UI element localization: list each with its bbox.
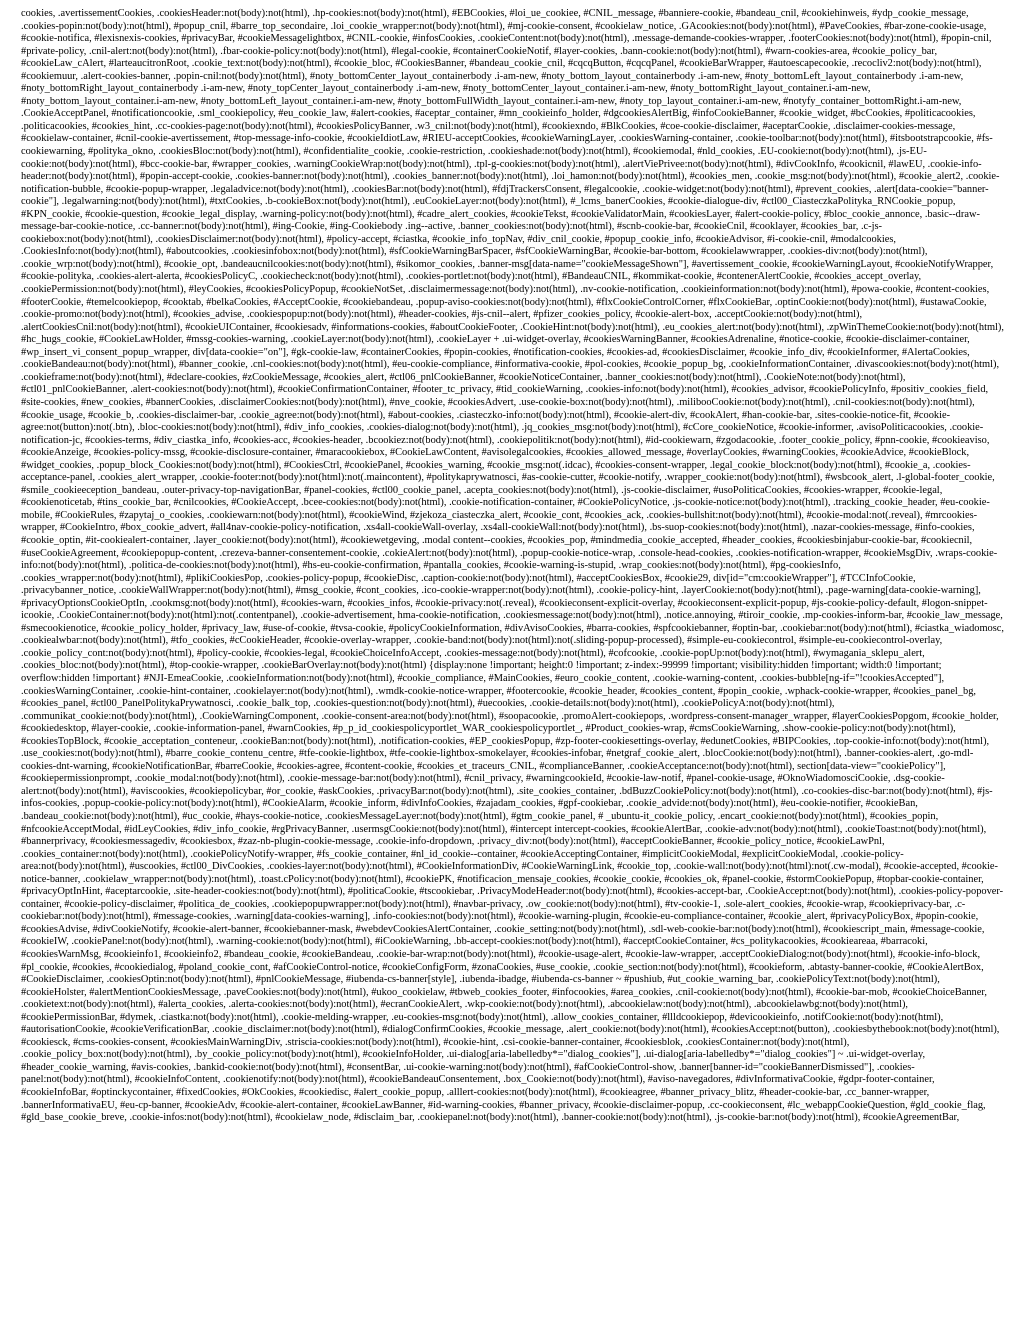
css-selector-list-text: cookies, .avertissementCookies, .cookiesHeader:not(body):not(html), .hp-cookies:not(body):not(html), #EBCookies, #loi_ue_cookiee, #CNIL_message, #banniere-cookie, #bandeau_cnil, #cookiehinweis, #ydp_cookie_message, .cookies-popin:not(body):not(html), #popup_cnil, #barre_top_secondaire, .loi_cookie_wrapper:not(body):not(html), #mj-cookie-consent, #cookielaw_notice, .GAcookies:not(body):not(html), #PaveCookies, #bar-zone-cookie-usage, #cookie-notifica, #lexisnexis-cookies, #privacyBar, #cookieMessagelightbox, #CNIL-cookie, #infosCookies, .cookieContent:not(body):not(html), .message-demande-cookies-wrapper, .footerCookies:not(body):not(html), #popin-cnil, #private-policy, .cnil-alert:not(body):not(html), .fbar-cookie-policy:not(body):not(html), #legal-cookie, #containerCookieNotif, #layer-cookies, .bann-cookie:not(body):not(html), #warn-cookies-area, #cookie_policy_bar, #cookieLaw_cAlert, #larteaucitronRoot, .cookie_text:not(body):not(html), #cookie_bloc, #CookiesBanner, #bandeau_cookie_cnil, #cqcqButton, #cqcqPanel, #cookieBarWrapper, #autoescapecookie, .recocliv2:not(body):not(html), #cookiemuur, .alert-cookies-banner, .popin-cnil:not(body):not(html), #noty_bottomCenter_layout_containerbody .i-am-new, #noty_bottom_layout_containerbody .i-am-new, #noty_bottomLeft_layout_containerbody .i-am-new, #noty_bottomRight_layout_containerbody .i-am-new, #noty_topCenter_layout_containerbody .i-am-new, #noty_bottomCenter_layout_container.i-am-new, #noty_bottomRight_layout_container.i-am-new, #noty_bottom_layout_container.i-am-new, #noty_bottomLeft_layout_container.i-am-new, #noty_bottomFullWidth_layout_container.i-am-new, #noty_top_layout_container.i-am-new, #notyfy_container_bottomRight.i-am-new, .CookieAcceptPanel, #notificationcookie, .sml_cookiepolicy, #eu_cookie_law, #alert-cookies, #aceptar_container, #mn_cookieinfo_holder, #dgcookiesAlertBig, #infoCookieBanner, #cookie_widget, #bcCookies, #politicacookies, .politicacookies, #cookies_hint, .cc-cookies-page:not(body):not(html), #cookiesPolicyBanner, .w3_cnil:not(body):not(html), #cookiexndo, #BlkCookies, #coe-cookie-disclaimer, #aceptarCookie, .disclaimer-cookies-message, #cookielaw-container, #cnil-cookie-avertissement, #top-message-info-cookie, #cookieIdiotLaw, #RIEU-acceptCookies, #cookieWarningLayer, .cookiesWarning-container, .cookie-toolbar:not(body):not(html), #itsbootstrapcookie, #fs-cookiewarning, #polityka_okno, .cookiesBloc:not(body):not(html), #confidentialite_cookie, .cookie-restriction, .cookieshade:not(body):not(html), #cookiemodal, #nld_cookies, .EU-cookie:not(body):not(html), .js-EU-cookie:not(body):not(html), #bcc-cookie-bar, #wrapper_cookies, .warningCookieWrap:not(body):not(html), .tpl-g-cookies:not(body):not(html), .alertViePrivee:not(body):not(html), #divCookInfo, #cookicnil, #lawEU, .cookie-info-header:not(body):not(html), #popin-accept-cookie, .cookies-banner:not(body):not(html), .cookies_banner:not(body):not(html), .loi_hamon:not(body):not(html), #cookies_men, .cookie_msg:not(body):not(html), #cookie_alert2, .cookie-notification-bubble, #cookie-popup-wrapper, .legaladvice:not(body):not(html), .cookiesBar:not(body):not(html), #fdjTrackersConsent, #legalcookie, .cookie-widget:not(body):not(html), #prevent_cookies, .alert[data-cookie="banner-cookie"], .legalwarning:not(body):not(html), #txtCookies, .b-cookieBox:not(body):not(html), .euCookieLayer:not(body):not(html), #_lcms_banerCookies, #cookie-dialogue-div, #ctl00_CiasteczkaPolityka_RNCookie_popup, #KPN_cookie, #cookie-question, #cookie_legal_display, .warning-policy:not(body):not(html), #cadre_alert_cookies, #cookieTekst, #cookieValidatorMain, #cookiesLayer, #alert-cookie-policy, #bloc_cookie_annonce, .basic--draw-message-bar-cookie-notice, .cc-banner:not(body):not(html), #ing-Cookie, #ing-Cookiebody .ing--active, .banner_cookies:not(body):not(html), #scnb-cookie-bar, #cookieCnil, #cooklayer, #cookies_bar, .c-js-cookiebox:not(body):not(html), .cookiesDisclaimer:not(body):not(html), #policy-accept, #ciastka, #cookie_info_topNav, #div_cnil_cookie, #popup_cookie_info, #cookieAdvisor, #i-cookie-cnil, #modalcookies, .CookiesInfo:not(body):not(html), #aboutcookies, .cookiesinfobox:not(body):not(html), #sfCookieWarningBarSpacer, #sfCookieWarningBar, #cookie-bar-bottom, #cookielawwrapper, .cookies-div:not(body):not(html), .cookie_wrp:not(body):not(html), #cookie_opt, .bandeaucnilcookies:not(body):not(html), #sikomor_cookies, .banner-msg[data-name="cookieMessageShown"], #avertissement_cookie, #cookieWarningLayout, #cookieNotifyWrapper, #cookie-polityka, .cookies-alert-alerta, #cookiesPolicyC, .cookiecheck:not(body):not(html), .cookies-portlet:not(body):not(html), #BandeauCNIL, #kommikat-cookie, #contenerAlertCookie, #cookies_accept_overlay, .cookiePermission:not(body):not(html), #leyCookies, #cookiesPolicyPopup, #cookieNotSet, .disclaimermessage:not(body):not(html), .nv-cookie-notification, .cookieinformation:not(body):not(html), #powa-cookie, #content-cookies, #footerCookie, #temelcookiepop, #cooktab, #belkaCookies, #AcceptCookie, #cookiebandeau, .popup-aviso-cookies:not(body):not(html), #flxCookieControlCorner, #flxCookieBar, .optinCookie:not(body):not(html), #ustawaCookie, .cookie-promo:not(body):not(html), #cookies_advise, .cookiespopup:not(body):not(html), #header-cookies, #js-cnil--alert, #pfizer_cookies_policy, #cookie-alert-box, .acceptCookie:not(body):not(html), .alertCookiesCnil:not(body):not(html), #cookieUIContainer, #cookiesadv, #informations-cookies, #aboutCookieFooter, .CookieHint:not(body):not(html), .eu_cookies_alert:not(body):not(html), .zpWinThemeCookie:not(body):not(html), #hc_hugs_cookie, #CookieLawHolder, #mssg-cookies-warning, .cookieLayer:not(body):not(html), .cookieLayer + .ui-widget-overlay, #cookiesWarningBanner, #cookiesAdrenaline, #notice-cookie, #cookie-disclaimer-container, #wp_insert_vi_consent_popup_wrapper, div[data-cookie="on"], #gk-cookie-law, #containerCookies, #popin-cookies, #notification-cookies, #cookies-ad, #cookiesDisclaimer, #cookie_info_div, #cookieInformer, #AlertaCookies, .cookieBandeau:not(body):not(html), #banner_cookie, .cnl-cookies:not(body):not(html), #eu-cookie-compliance, #informativa-cookie, #pol-cookies, #cookie_popup_bg, .cookieInformationContainer, .divascookies:not(body):not(html), .cookieframe:not(body):not(html), #declare-cookies, #zCookieMessage, #cookies_alert, #ctl06_pnlCookieBanner, #cookieNoticeContainer, .banner_cookies:not(body):not(html), .CookieNote:not(body):not(html), #ctl01_pnlCookieBanner, .alert-cookies:not(body):not(html), #cookieConfirmationContainer, #footer_tc_privacy, #tid_cookieWarning, .cookies-info:not(body):not(html), #cookies_advisor, #cookiePolicyInfo, #positiv_cookies_field, #site-cookies, #new_cookies, #bannerCookies, .disclaimerCookies:not(body):not(html), #nve_cookie, #cookiesAdvert, .use-cookie-box:not(body):not(html), .milibooCookie:not(body):not(html), .cnil-cookies:not(body):not(html), #cookie_usage, #cookie_b, .cookies-disclaimer-bar, .cookie_agree:not(body):not(html), #about-cookies, .ciasteczko-info:not(body):not(html), #cookie-alert-div, #cookAlert, #han-cookie-bar, .sites-cookie-notice-fit, #cookie-agree:not(button):not(.btn), .bloc-cookies:not(body):not(html), #div_info_cookies, .cookies-dialog:not(body):not(html), .jq_cookies_msg:not(body):not(html), #cCore_cookieNotice, #cookie-informer, .avisoPoliticacookies, .cookie-notification-jc, #cookies-terms, #div_ciastka_info, #cookies-acc, #cookies-header, .bcookiez:not(body):not(html), .cookiepolitik:not(body):not(html), #id-cookiewarn, #zgodacookie, .footer_cookie_policy, #pnn-cookie, #cookieaviso, #cookieAnzeige, #cookies-policy-mssg, #cookie-disclosure-container, #maracookiebox, #CookieLawContent, #avisolegalcookies, #cookies_allowed_message, #overlayCookies, #warningCookies, #cookieAdvice, #cookieBlock, #widget_cookies, .popup_block_Cookies:not(body):not(html), #CookiesCtrl, #cookiePanel, #cookies_warning, #cookie_msg:not(.idcac), #cookies-consent-wrapper, .legal_cookie_block:not(body):not(html), #cookie_a, .cookies-acceptance-panel, .cookies_alert_wrapper, .cookie-footer:not(body):not(html):not(.maincontent), #politykaprywatnosci, #as-cookie-cutter, #cookie-notify, .wrapper_cookie:not(body):not(html), #wsbcook_alert, .l-global-footer_cookie, #smile_cookieeception_bandeau, .outer-privacy-top-navigationBar, #panel-cookies, #ctl00_cookie_panel, .acepta_cookies:not(body):not(html), .js-cookie-disclaimer, #usoPoliticaCookies, #cookies-wrapper, #cookie-legal, #cookienoticetab, #tins_cookie_bar, #cnilcookies, #CookieAccept, .bcee-cookies:not(body):not(html), .cookie-notification-container, #CookiePolicyNotice, .js-cookie-notice:not(body):not(html), .tracking_cookie_header, #eu-cookie-mobile, #CookieRules, #zapytaj_o_cookies, .cookiewarn:not(body):not(html), #cookieWind, #zjekoza_ciasteczka_alert, #cookie_cont, #cookies_ack, .cookies-bullshit:not(body):not(html), #cookie-modal:not(.reveal), #mrcookies-wrapper, #CookieIntro, #box_cookie_advert, #all4nav-cookie-policy-notification, .xs4all-cookieWall-overlay, .xs4all-cookieWall:not(body):not(html), .bs-suop-cookies:not(body):not(html), .nazar-cookies-message, #info-cookies, #cookie_optin, #it-cookiealert-container, .layer_cookie:not(body):not(html), #cookiewetgeving, .modal content--cookies, #cookies_pop, #mindmedia_cookie_accepted, #header_cookies, #cookiesbinjabur-cookie-bar, #cookiecnil, #useCookieAgreement, #cookiepopup-content, .crezeva-banner-consentement-cookie, .cokieAlert:not(body):not(html), .popup-cookie-notice-wrap, .console-head-cookies, .cookies-notification-wrapper, #cookieMsgDiv, .wraps-cookie-info:not(body):not(html), .politica-de-cookies:not(body):not(html), #hs-eu-cookie-confirmation, #pantalla_cookies, #cookie-warning-is-stupid, .wrap_cookies:not(body):not(html), #pg-cookiesInfo, .cookies_wrapper:not(body):not(html), #plikiCookiesPop, .cookies-policy-popup, #cookieDisc, .caption-cookie:not(body):not(html), #acceptCookiesBox, #cookie29, div[id="cm:cookieWrapper"], #TCCInfoCookie, .privacybanner_notice, .cookieWallWrapper:not(body):not(html), #msg_cookie, #cont_cookies, .ico-cookie-wrapper:not(body):not(html), .cookie-policy-hint, .layerCookie:not(body):not(html), .page-warning[data-cookie-warning], #privacyOptionsCookieOptIn, .cookmsg:not(body):not(html), #cookies-warn, #cookies_infos, #cookie-privacy:not(.reveal), #cookieconsent-explicit-overlay, #cookieconsent-explicit-popup, #js-cookie-policy-default, #logon-snippet-icookie, .CookieContainer:not(body):not(html):not(.contentpanel), .cookie-advertisement, hma-cookie-notification, .cookiesmessage:not(body):not(html), .notice.annoying, #tiroir_cookie, .mp-cookies-inform-bar, #cookie_law_message, #smecookienotice, #cookie_policy_holder, #privacy_law, #use-of-cookie, #tvsa-cookie, #policyCookieInformation, #divAvisoCookies, #barra-cookies, #spfcookiebanner, #optin-bar, .cookiebar:not(body):not(html), #ciastka_wiadomosc, .cookiealwbar:not(body):not(html), #tfo_cookies, #cCookieHeader, #cookie-overlay-wrapper, .cookie-band:not(body):not(html):not(.sliding-popup-processed), #simple-eu-cookiecontrol, #simple-eu-cookiecontrol-overlay, .cookie_policy_cont:not(body):not(html), #policy-cookie, #cookies-legal, #cookieChoiceInfoAccept, .cookies-message:not(body):not(html), #cofcookie, .cookie-popUp:not(body):not(html), #wymagania_sklepu_alert, .cookies_bloc:not(body):not(html), #top-cookie-wrapper, .cookieBarOverlay:not(body):not(html) {display:none !important; height:0 !important; z-index:-99999 !important; visibility:hidden !important; width:0 !important; overflow:hidden !important} #NJI-EmeaCookie, .cookieInformation:not(body):not(html), #cookie_compliance, #MainCookies, #euro_cookie_content, .cookie-warning-content, .cookies-bubble[ng-if="!cookiesAccepted"], .cookiesWarningContainer, .cookie-hint-container, .cookielayer:not(body):not(html), .wmdk-cookie-notice-wrapper, #footercookie, #cookie_header, #cookies_content, #popin_cookie, .wphack-cookie-wrapper, #cookies_panel_bg, #cookies_panel, #ctl00_PanelPolitykaPrywatnosci, .cookie_balk_top, .cookies-question:not(body):not(html), #uecookies, .cookie-details:not(body):not(html), .cookiePolicyA:not(body):not(html), .communikat_cookie:not(body):not(html), .CookieWarningComponent, .cookie-consent-area:not(body):not(html), #soopacookie, .promoAlert-cookiepops, .wordpress-consent-manager_wrapper, #layerCookiesPopgom, #cookie_holder, #cookiedesktop, #layer-cookie, .cookie-information-panel, #warnCookies, #p_p_id_cookiespolicyportlet_WAR_cookiespolicyportlet_, #Product_cookies-wrap, #cmsCookieWarning, .show-cookie-policy:not(body):not(html), #cookiesTopBlock, #cookie_acceptation_conteneur, .cookieBan:not(body):not(html), .notification-cookies, #EP_cookiesPopup, #zp-footer-cookiesettings-overlay, #edunetCookies, #BIPCookies, .top-cookie-info:not(body):not(html), .use_cookies:not(body):not(html), #barre_cookie_contenu_centre, #tfe-cookie-lightbox, #tfe-cookie-lightbox-smokelayer, #cookies-infobar, #netgraf_cookie_alert, .blocCookie:not(body):not(html), .banner-cookies-alert, .go-mdl-cookies-dnt-warning, #cookieNotificationBar, #barreCookie, #cookies-agree, #content-cookie, #cookies_et_traceurs_CNIL, #complianceBanner, .cookieAcceptance:not(body):not(html), section[data-view="cookiePolicy"], #cookiepermissionprompt, .cookie_modal:not(body):not(html), .cookie-message-bar:not(body):not(html), #cnil_privacy, #warningcookieId, #cookie-law-notif, #panel-cookie-usage, #OknoWiadomosciCookie, .dsg-cookie-alert:not(body):not(html), #aviscookies, #cookiepolicybar, #or_cookie, #askCookies, .privacyBar:not(body):not(html), .site_cookies_container, .bdBuzzCookiePolicy:not(body):not(html), .co-cookies-disc-bar:not(body):not(html), #js-infos-cookies, .popup-cookie-policy:not(body):not(html), #CookieAlarm, #cookie_inform, #divInfoCookies, #zajadam_cookies, #gpf-cookiebar, .cookie_advide:not(body):not(html), #eu-cookie-notifier, #cookieBan, .bandeau_cookie:not(body):not(html), #uc_cookie, #hays-cookie-notice, .cookiesMessageLayer:not(body):not(html), #gtm_cookie_panel, # _ubuntu-it_cookie_policy, .encart_cookie:not(body):not(html), #cookies_popin, #nfcookieAcceptModal, #idLeyCookies, #div_info_cookie, #rgPrivacyBanner, .usermsgCookie:not(body):not(html), #intercept intercept-cookies, #cookieAlertBar, .cookie-adv:not(body):not(html), .cookieToast:not(body):not(html), #bannerprivacy, #cookiesmessagediv, #cookiesbox, #zaz-nb-plugin-cookie-message, .cookie-info-dropdown, .privacy_div:not(body):not(html), #acceptCookieBanner, #cookie_policy_notice, #cookieLawPnl, .cookies_container:not(body):not(html), .cookiePolicyNotify-wrapper, #fs_cookie_container, #nl_id_cookie--container, #cookieAcceptingContainer, #implicitCookieModal, #explicitCookieModal, .cookie-policy-area:not(body):not(html), #uscookies, #ctl00_DivCookies, .cookies-layer:not(body):not(html), #CookieInformationDiv, #CookieWarningLink, #cookie_top, .cookie-wall:not(body):not(html):not(.cw-modal), #cookie-accepted, #cookie-notice-banner, .cookielaw_wrapper:not(body):not(html), .toast.cPolicy:not(body):not(html), #cookiePK, #notificacion_mensaje_cookies, #cookie_cookie, #cookies_ok, #panel-cookie, #stormCookiePopup, #topbar-cookie-container, #privacyOptInHint, #aceptarcookie, .site-header-cookies:not(body):not(html), #politicaCookie, #tscookiebar, .PrivacyModeHeader:not(body):not(html), #cookies-accept-bar, .CookieAccept:not(body):not(html), .cookies-policy-popover-container, #cookie-policy-disclaimer, #politica_de_cookies, .cookiepopupwrapper:not(body):not(html), #navbar-privacy, .ow_cookie:not(body):not(html), #tv-cookie-1, .sole-alert_cookies, #cookie-wrap, #cookieprivacy-bar, .c-cookiebar:not(body):not(html), #message-cookies, .warning[data-cookies-warning], .info-cookies:not(body):not(html), #cookie-warning-plugin, #cookie-eu-compliance-container, #cookie_alert, #privacyPolicyBox, #popin-cookie, #cookiesAdvise, #divCookieNotify, #cookie-alert-banner, #cookiebanner-mask, #webdevCookiesAlertContainer, .cookie_setting:not(body):not(html), .sdl-web-cookie-bar:not(body):not(html), #cookiescript_main, #message-cookie, #cookieIW, .cookiePanel:not(body):not(html), .warning-cookie:not(body):not(html), #iCookieWarning, .bb-accept-cookies:not(body):not(html), #acceptCookieContainer, #cs_politykacookies, #cookieareaa, #barracoki, #cookiesWarnMsg, #cookieinfo1, #cookieinfo2, #bandeau_cookie, #cookieBandeau, .cookie-bar-wrap:not(body):not(html), #cookie-usage-alert, #cookie-law-wrapper, .acceptCookieDialog:not(body):not(html), #cookie-info-block, #pl_cookie, #cookies, #cookiedialog, #poland_cookie_cont, #afCookieControl-notice, #cookieConfigForm, #zonaCookies, #use_cookie, .cookie_section:not(body):not(html), #cookieform, .abtasty-banner-cookie, #CookieAlertBox, #CookieDisclaimer, .cookiesOptin:not(body):not(html), #pnlCookieMessage, #iubenda-cs-banner[style], .iubenda-ibadge, #iubenda-cs-banner ~ #pushiub, #ut_cookie_warning_bar, .cookiePolicyText:not(body):not(html), #cookieHolster, #alertMentionCookiesMessage, .paveCookies:not(body):not(html), #ukoo_cookielaw, #tbweb_cookies_footer, #infocookies, #area_cookies, .cnil-cookie:not(body):not(html), #cookie-bar-mob, #cookieChoiceBanner, .cookietext:not(body):not(html), #alerta_cookies, .alerta-cookies:not(body):not(html), #ecranCookieAlert, .wkp-cookie:not(body):not(html), .abcookielaw:not(body):not(html), .abcookielawbg:not(body):not(html), #cookiePermissionBar, #dymek, .ciastka:not(body):not(html), .cookie-melding-wrapper, .eu-cookies-msg:not(body):not(html), .allow_cookies_container, #llldcookiepop, #devicookieinfo, .notifCookie:not(body):not(html), #autorisationCookie, #cookieVerificationBar, .cookie_disclaimer:not(body):not(html), #dialogConfirmCookies, #cookie_message, .alert_cookie:not(body):not(html), #cookiesAccept:not(button), .cookiesbythebook:not(body):not(html), #cookiesck, #cms-cookies-consent, #cookiesMainWarningDiv, .striscia-cookies:not(body):not(html), #cookie-hint, .csi-cookie-banner-container, #cookiesblok, .cookiesContainer:not(body):not(html), .cookie_policy_box:not(body):not(html), .by_cookie_policy:not(body):not(html), #cookieInfoHolder, .ui-dialog[aria-labelledby*="dialog_cookies"], .ui-dialog[aria-labelledby*="dialog_cookies"] ~ .ui-widget-overlay, #header_cookie_warning, #avis-cookies, .bankid-cookie:not(body):not(html), #consentBar, .ui-cookie-warning:not(body):not(html), #afCookieControl-show, .banner[banner-id="cookieBannerDismissed"], .cookies-panel:not(body):not(html), #cookieInfoContent, .cookienotify:not(body):not(html), #cookieBandeauConsentement, .box_Cookie:not(body):not(html), #aviso-navegadores, #divInformativaCookie, #gdpr-footer-container, #cookieInfoBar, #optinckycontainer, #fixedCookies, #OkCookies, #cookiedisc, #alert_cookie_popup, .alllert-cookies:not(body):not(html), #cookieagree, #banner_privacy_blitz, #header-cookie-bar, .cc_banner-wrapper, .bannerInformativaEU, #eu-cp-banner, #cookieAdv, #cookie-alert-container, #cookieLawBanner, #id-warning-cookies, #banner_privacy, #cookie-disclaimer-popup, .cc-cookieconsent, #lc_webappCookieQuestion, #gld_cookie_flag, #gld_base_cookie_breve, .cookie-infos:not(body):not(html), #cookielaw_node, #disclaim_bar, .cookiepanel:not(body):not(html), .banner-cookie:not(body):not(html), .js-cookie-bar:not(body):not(html), #cookieAgreementBar, — [21, 8, 1004, 1124]
